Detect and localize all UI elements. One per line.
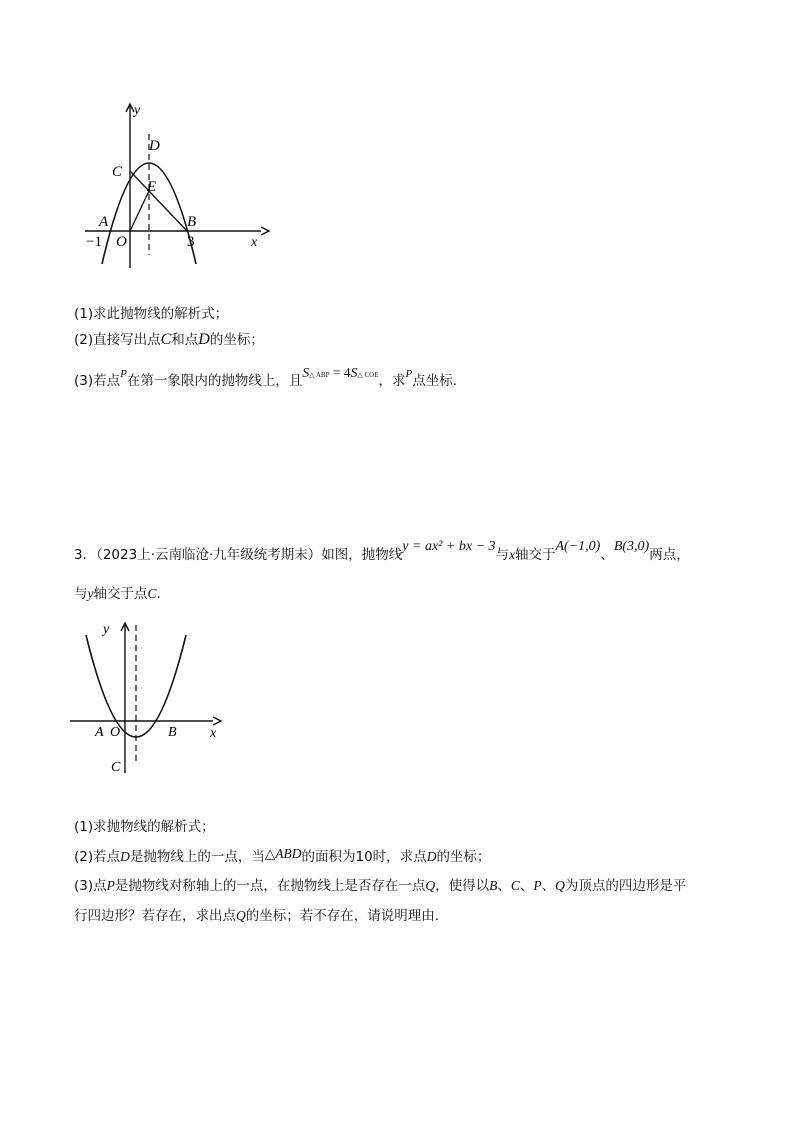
q3-point-A: A(−1,0): [555, 539, 601, 554]
q3-x: x: [508, 547, 515, 562]
q3-end: 两点，: [649, 547, 690, 563]
q2-part3-d: 点坐标.: [412, 373, 458, 389]
q3-sep: 、: [600, 547, 614, 563]
q2-part2: [74, 331, 264, 349]
label-C: C: [111, 760, 121, 775]
label-C: C: [112, 164, 123, 180]
q3-equation: y = ax² + bx − 3: [402, 539, 496, 554]
q2-part2-C: C: [160, 331, 172, 348]
label-y: y: [103, 622, 110, 637]
q2-part2-D: D: [198, 331, 210, 348]
q3-part3-cont: [74, 907, 439, 925]
q3-mid: 与: [495, 547, 509, 563]
q3-part2-a: (2)若点: [74, 849, 121, 865]
q3-part2-D: D: [120, 849, 130, 864]
q3-part1-text: (1)求抛物线的解析式；: [74, 819, 215, 835]
q3-l2y: y: [87, 586, 94, 601]
q3-source: （2023上·云南临沧·九年级统考期末）如图，抛物线: [96, 547, 403, 563]
q2-part3-b: 在第一象限内的抛物线上，且: [126, 373, 303, 389]
figure-parabola-2: [70, 615, 230, 775]
q3-statement-line1: [74, 539, 690, 565]
label-y: y: [134, 103, 141, 118]
x-axis-arrow: [261, 227, 269, 235]
q3-part2-d: 的坐标；: [436, 849, 491, 865]
label-O: O: [110, 725, 121, 740]
q3-part2: [74, 848, 490, 866]
area-sub2: △ COE: [357, 371, 379, 379]
q3-part3-s3: 、: [541, 878, 556, 894]
segment-OE: [130, 191, 149, 231]
area-S2: S: [350, 365, 358, 380]
q2-part3-a: (3)若点: [74, 373, 121, 389]
label-x: x: [210, 726, 217, 741]
q3-part3-P2: P: [533, 878, 542, 893]
label-O: O: [116, 234, 127, 250]
label-A: A: [99, 214, 109, 230]
q3-part3-Q: Q: [425, 878, 436, 893]
area-eq: = 4: [329, 365, 351, 380]
q3-l2C: C: [147, 586, 157, 601]
q3-part4-b: 的坐标；若不存在，请说明理由.: [245, 908, 440, 924]
q3-part1: [74, 818, 215, 836]
q3-part3-a: (3)点: [74, 878, 107, 894]
q2-part1-text: (1)求此抛物线的解析式；: [74, 306, 229, 322]
q2-part3: [74, 365, 458, 392]
area-sub1: △ ABP: [309, 371, 330, 379]
q3-l2c: .: [156, 586, 161, 602]
q3-part3-Q2: Q: [555, 878, 565, 893]
q3-part2-triangle: △ABD: [264, 846, 302, 861]
q3-l2b: 轴交于点: [93, 586, 148, 602]
q3-part3-B: B: [489, 878, 498, 893]
q2-part2-b: 和点: [171, 332, 199, 348]
area-equation: [302, 365, 378, 381]
q3-part3-s2: 、: [519, 878, 534, 894]
q3-part4-a: 行四边形？若存在，求出点: [74, 908, 236, 924]
figure-parabola-1: [85, 100, 275, 272]
label-3: 3: [187, 234, 195, 250]
q3-l2a: 与: [74, 586, 88, 602]
q2-part3-P2: P: [405, 368, 413, 380]
label-E: E: [147, 179, 157, 195]
label-neg1: −1: [86, 234, 102, 250]
q3-point-B: B(3,0): [613, 539, 650, 554]
q3-part3-d: 为顶点的四边形是平: [564, 878, 687, 894]
x-axis-arrow: [213, 717, 221, 725]
q3-part3-C: C: [510, 878, 520, 893]
q3-part3-P: P: [106, 878, 115, 893]
q3-part4-Q: Q: [236, 908, 246, 923]
label-B: B: [168, 725, 177, 740]
q2-part2-a: (2)直接写出点: [74, 332, 161, 348]
q3-number: 3．: [74, 547, 97, 563]
q3-part3-c: ，使得以: [435, 878, 490, 894]
q3-part3: [74, 877, 686, 895]
label-A: A: [95, 725, 104, 740]
q3-part2-c: 的面积为10时，求点: [301, 849, 427, 865]
q3-part3-b: 是抛物线对称轴上的一点，在抛物线上是否存在一点: [114, 878, 426, 894]
label-D: D: [149, 138, 160, 154]
q2-part1: [74, 305, 228, 323]
label-x: x: [251, 235, 258, 250]
q2-part2-c: 的坐标；: [209, 332, 264, 348]
label-B: B: [187, 214, 197, 230]
q3-part2-D2: D: [426, 849, 437, 864]
q2-part3-c: ，求: [378, 373, 406, 389]
q3-part2-b: 是抛物线上的一点，当: [129, 849, 265, 865]
area-S1: S: [302, 365, 310, 380]
q3-part3-s1: 、: [497, 878, 511, 894]
q3-mid2: 轴交于: [514, 547, 556, 563]
q3-statement-line2: [74, 585, 161, 603]
q2-part3-P: P: [120, 368, 127, 380]
